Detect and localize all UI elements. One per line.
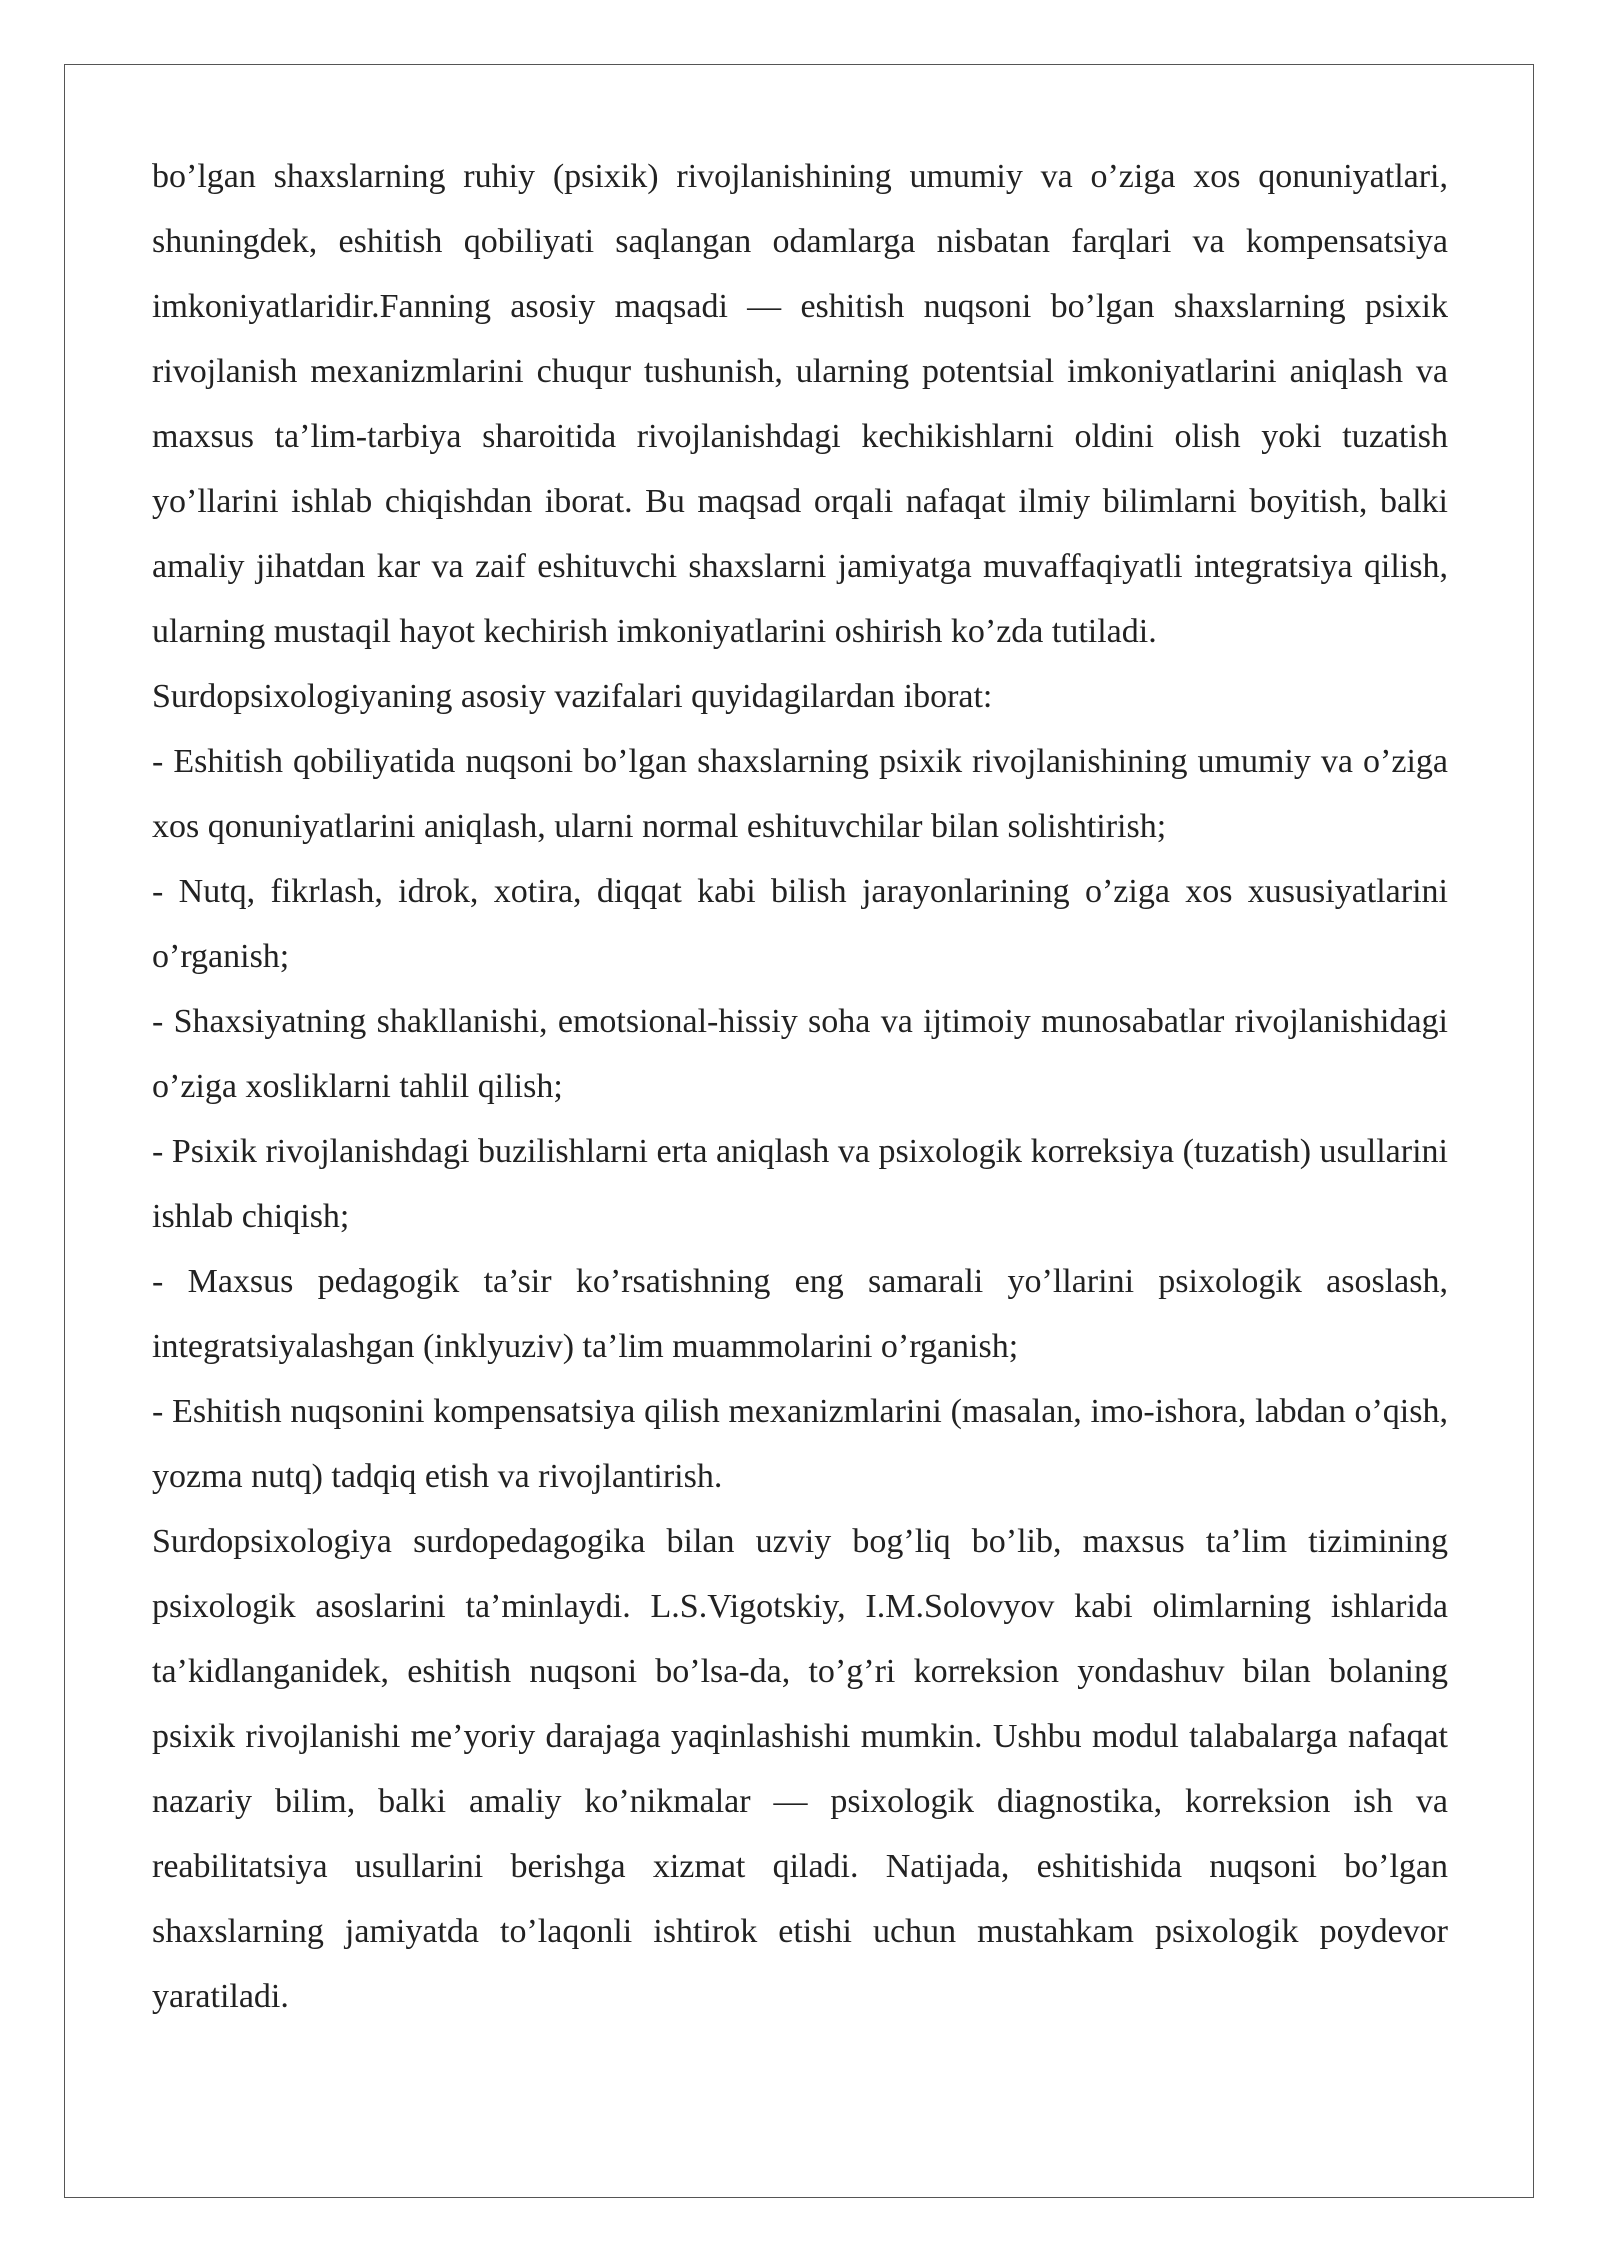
list-item: - Maxsus pedagogik ta’sir ko’rsatishning eng samarali yo’llarini psixologik asoslash, integratsiyalashgan (inklyuziv) ta’lim muammolarini o’rganish; xyxy=(152,1263,1448,1365)
list-item: - Psixik rivojlanishdagi buzilishlarni erta aniqlash va psixologik korreksiya (tuzatish) usullarini ishlab chiqish; xyxy=(152,1133,1448,1235)
list-item: - Shaxsiyatning shakllanishi, emotsional-hissiy soha va ijtimoiy munosabatlar rivojlanishidagi o’ziga xosliklarni tahlil qilish; xyxy=(152,1003,1448,1105)
document-body xyxy=(152,144,1448,2029)
list-item: - Eshitish nuqsonini kompensatsiya qilish mexanizmlarini (masalan, imo-ishora, labdan o’qish, yozma nutq) tadqiq etish va rivojlantirish. xyxy=(152,1393,1448,1495)
paragraph-conclusion: Surdopsixologiya surdopedagogika bilan uzviy bog’liq bo’lib, maxsus ta’lim tizimining psixologik asoslarini ta’minlaydi. L.S.Vigotskiy, I.M.Solovyov kabi olimlarning ishlarida ta’kidlanganidek, eshitish nuqsoni bo’lsa-da, to’g’ri korreksion yondashuv bilan bolaning psixik rivojlanishi me’yoriy darajaga yaqinlashishi mumkin. Ushbu modul talabalarga nafaqat nazariy bilim, balki amaliy ko’nikmalar — psixologik diagnostika, korreksion ish va reabilitatsiya usullarini berishga xizmat qiladi. Natijada, eshitishida nuqsoni bo’lgan shaxslarning jamiyatda to’laqonli ishtirok etishi uchun mustahkam psixologik poydevor yaratiladi. xyxy=(152,1523,1448,2015)
list-item: - Eshitish qobiliyatida nuqsoni bo’lgan shaxslarning psixik rivojlanishining umumiy va o’ziga xos qonuniyatlarini aniqlash, ularni normal eshituvchilar bilan solishtirish; xyxy=(152,743,1448,845)
paragraph-intro: bo’lgan shaxslarning ruhiy (psixik) rivojlanishining umumiy va o’ziga xos qonuniyatlari, shuningdek, eshitish qobiliyati saqlangan odamlarga nisbatan farqlari va kompensatsiya imkoniyatlaridir.Fanning asosiy maqsadi — eshitish nuqsoni bo’lgan shaxslarning psixik rivojlanish mexanizmlarini chuqur tushunish, ularning potentsial imkoniyatlarini aniqlash va maxsus ta’lim-tarbiya sharoitida rivojlanishdagi kechikishlarni oldini olish yoki tuzatish yo’llarini ishlab chiqishdan iborat. Bu maqsad orqali nafaqat ilmiy bilimlarni boyitish, balki amaliy jihatdan kar va zaif eshituvchi shaxslarni jamiyatga muvaffaqiyatli integratsiya qilish, ularning mustaqil hayot kechirish imkoniyatlarini oshirish ko’zda tutiladi. xyxy=(152,158,1448,650)
list-item: - Nutq, fikrlash, idrok, xotira, diqqat kabi bilish jarayonlarining o’ziga xos xususiyatlarini o’rganish; xyxy=(152,873,1448,975)
paragraph-tasks-heading: Surdopsixologiyaning asosiy vazifalari quyidagilardan iborat: xyxy=(152,678,993,715)
